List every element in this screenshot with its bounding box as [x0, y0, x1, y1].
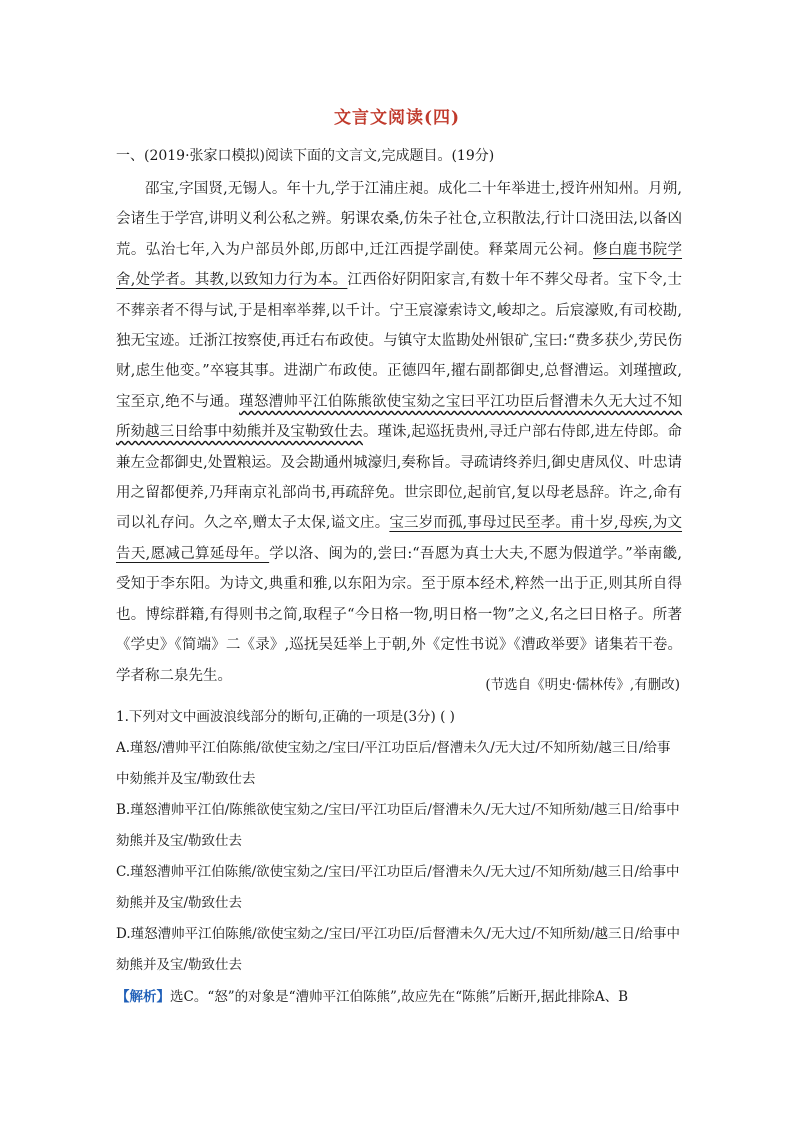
passage-text: 。瑾诛,起巡抚贵州,寻迁户部右侍郎,进左侍郎。命兼左佥都御史,处置粮运。及会勘通州城濠归,奏称旨。寻疏请终养归,御史唐凤仪、叶忠请用之留都便养,乃拜南京礼部尚书,再疏辞免。世宗即位,起前官,复以母老恳辞。许之,命有司以礼存问。久之卒,赠太子太保,谥文庄。 [116, 424, 682, 532]
analysis [116, 985, 682, 1005]
option-b: B.瑾怒漕帅平江伯/陈熊欲使宝劾之/宝曰/平江功臣后/督漕未久/无大过/不知所劾/越三日/给事中劾熊并及宝/勒致仕去 [116, 802, 680, 849]
answer-options [116, 733, 682, 981]
wavy-underlined-sentence: 瑾怒漕帅平江伯陈熊欲使宝劾之宝曰平江功臣后督漕未久无大过不知所劾越三日给事中劾熊并及宝勒致仕去 [116, 393, 683, 441]
passage-text: 江西俗好阴阳家言,有数十年不葬父母者。宝下令,士不葬亲者不得与试,于是相率举葬,以千计。宁王宸濠索诗文,峻却之。后宸濠败,有司校勘,独无宝迹。迁浙江按察使,再迁右布政使。与镇守太监勘处州银矿,宝曰:“费多获少,劳民伤财,虑生他变。”卒寝其事。进湖广布政使。正德四年,擢右副都御史,总督漕运。刘瑾擅政,宝至京,绝不与通。 [116, 272, 682, 410]
option-c: C.瑾怒漕帅平江伯陈熊/欲使宝劾之/宝曰/平江功臣后/督漕未久/无大过/不知所劾/越三日/给事中劾熊并及宝/勒致仕去 [116, 864, 680, 911]
underlined-sentence: 宝三岁而孤,事母过民至孝。甫十岁,母疾,为文告天,愿减己算延母年。 [116, 515, 683, 562]
page-title: 文言文阅读(四) [333, 108, 461, 128]
option-d: D.瑾怒漕帅平江伯陈熊/欲使宝劾之/宝曰/平江功臣/后督漕未久/无大过/不知所劾/越三日/给事中劾熊并及宝/勒致仕去 [116, 926, 681, 973]
source-note: (节选自《明史·儒林传》,有删改) [485, 677, 680, 693]
passage [116, 174, 682, 691]
underlined-sentence: 修白鹿书院学舍,处学者。其教,以致知力行为本。 [116, 241, 683, 289]
option-a: A.瑾怒/漕帅平江伯陈熊/欲使宝劾之/宝曰/平江功臣后/督漕未久/无大过/不知所劾/越三日/给事中劾熊并及宝/勒致仕去 [116, 740, 671, 787]
analysis-text: 选C。“怒”的对象是“漕帅平江伯陈熊”,故应先在“陈熊”后断开,据此排除A、B [170, 989, 628, 1005]
passage-text: 学以洛、闽为的,尝曰:“吾愿为真士大夫,不愿为假道学。”举南畿,受知于李东阳。为诗文,典重和雅,以东阳为宗。至于原本经术,粹然一出于正,则其所自得也。博综群籍,有得则书之简,取程子“今日格一物,明日格一物”之义,名之曰日格子。所著《学史》《简端》二《录》,巡抚吴廷举上于朝,外《定性书说》《漕政举要》诸集若干卷。学者称二泉先生。 [116, 545, 682, 684]
question-stem: 1.下列对文中画波浪线部分的断句,正确的一项是(3分) ( ) [116, 709, 455, 725]
question-header: 一、(2019·张家口模拟)阅读下面的文言文,完成题目。(19分) [116, 148, 495, 164]
passage-text: 邵宝,字国贤,无锡人。年十九,学于江浦庄昶。成化二十年举进士,授许州知州。月朔,会诸生于学宫,讲明义利公私之辨。躬课农桑,仿朱子社仓,立积散法,行计口浇田法,以备凶荒。弘治七年,入为户部员外郎,历郎中,迁江西提学副使。释菜周元公祠。 [116, 181, 682, 258]
analysis-tag: 【解析】 [116, 989, 170, 1005]
